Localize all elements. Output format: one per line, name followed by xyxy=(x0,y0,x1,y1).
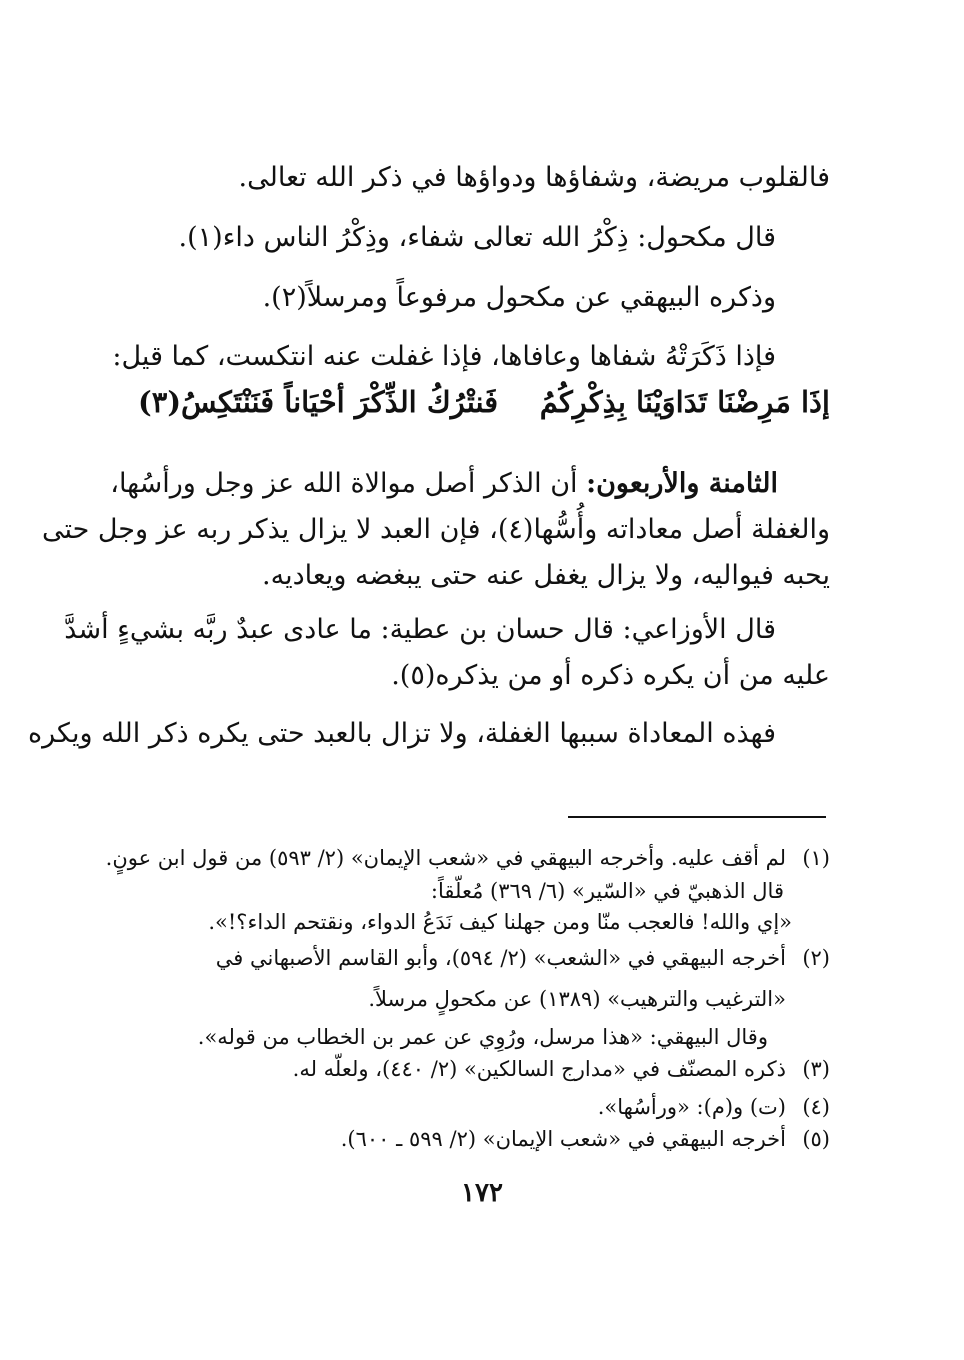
footnote-3 xyxy=(293,1053,830,1085)
footnote-4-text: (ت) و(م): «ورأسُها». xyxy=(597,1095,786,1119)
verse-second-hemistich: فَنتْرُكُ الذِّكْرَ أحْيَاناً فَنَنْتَكِسُ(٣) xyxy=(138,385,499,419)
footnote-1-line-2: قال الذهبيّ في «السّير» (٦/ ٣٦٩) مُعلّقاً: xyxy=(430,879,784,903)
footnote-1-line-3: «إي والله! فالعجب منّا ومن جهلنا كيف نَدَعُ الدواء، ونقتحم الداء؟!». xyxy=(208,910,792,934)
body-line-1: فالقلوب مريضة، وشفاؤها ودواؤها في ذكر الله تعالى. xyxy=(238,162,830,193)
paragraph-48-line-2: والغفلة أصل معاداته وأُسُّها(٤)، فإن العبد لا يزال يذكر ربه عز وجل حتى xyxy=(41,514,830,545)
paragraph-48-heading: الثامنة والأربعون: xyxy=(586,468,778,499)
footnote-5-text: أخرجه البيهقي في «شعب الإيمان» (٢/ ٥٩٩ ـ ٦٠٠). xyxy=(340,1127,786,1151)
paragraph-awzai-line-2: عليه من أن يكره ذكره أو من يذكره(٥). xyxy=(391,660,830,691)
footnote-2-line-1 xyxy=(216,942,830,974)
footnote-1-text-1: لم أقف عليه. وأخرجه البيهقي في «شعب الإيمان» (٢/ ٥٩٣) من قول ابن عونٍ. xyxy=(105,846,786,870)
footnote-separator xyxy=(568,816,826,818)
verse-first-hemistich: إذَا مَرِضْنَا تَدَاوَيْنَا بِذِكْرِكُمُ xyxy=(539,385,830,419)
footnote-5-number: (٥) xyxy=(802,1127,830,1151)
footnote-4-number: (٤) xyxy=(802,1095,830,1119)
footnote-3-text: ذكره المصنّف في «مدارج السالكين» (٢/ ٤٤٠)، ولعلّه له. xyxy=(292,1057,786,1081)
paragraph-48-line-1 xyxy=(110,464,830,504)
footnote-2-text-1: أخرجه البيهقي في «الشعب» (٢/ ٥٩٤)، وأبو القاسم الأصبهاني في xyxy=(215,946,786,970)
paragraph-awzai-line-1: قال الأوزاعي: قال حسان بن عطية: ما عادى عبدٌ ربَّه بشيءٍ أشدَّ xyxy=(64,614,776,645)
footnote-2-number: (٢) xyxy=(802,946,830,970)
footnote-4 xyxy=(598,1091,830,1123)
footnote-2-line-2: «الترغيب والترهيب» (١٣٨٩) عن مكحولٍ مرسلاً. xyxy=(368,987,786,1011)
footnote-3-number: (٣) xyxy=(802,1057,830,1081)
paragraph-48-text-1: أن الذكر أصل موالاة الله عز وجل ورأسُها، xyxy=(110,468,578,499)
footnote-5 xyxy=(341,1123,830,1155)
footnote-1-line-1 xyxy=(106,842,830,874)
footnote-1-number: (١) xyxy=(802,846,830,870)
body-line-2: قال مكحول: ذِكْرُ الله تعالى شفاء، وذِكْرُ الناس داء(١). xyxy=(178,222,776,253)
paragraph-48-line-3: يحبه فيواليه، ولا يزال يغفل عنه حتى يبغضه ويعاديه. xyxy=(262,560,830,591)
body-line-3: وذكره البيهقي عن مكحول مرفوعاً ومرسلاً(٢). xyxy=(262,282,776,313)
page-number: ١٧٢ xyxy=(461,1178,503,1208)
paragraph-last-line-1: فهذه المعاداة سببها الغفلة، ولا تزال بالعبد حتى يكره ذكر الله ويكره xyxy=(28,718,776,749)
footnote-2-line-3: وقال البيهقي: «هذا مرسل، ورُوِي عن عمر بن الخطاب من قوله». xyxy=(197,1025,768,1049)
body-line-4: فإذا ذَكَرَتْهُ شفاها وعافاها، فإذا غفلت عنه انتكست، كما قيل: xyxy=(112,341,776,372)
